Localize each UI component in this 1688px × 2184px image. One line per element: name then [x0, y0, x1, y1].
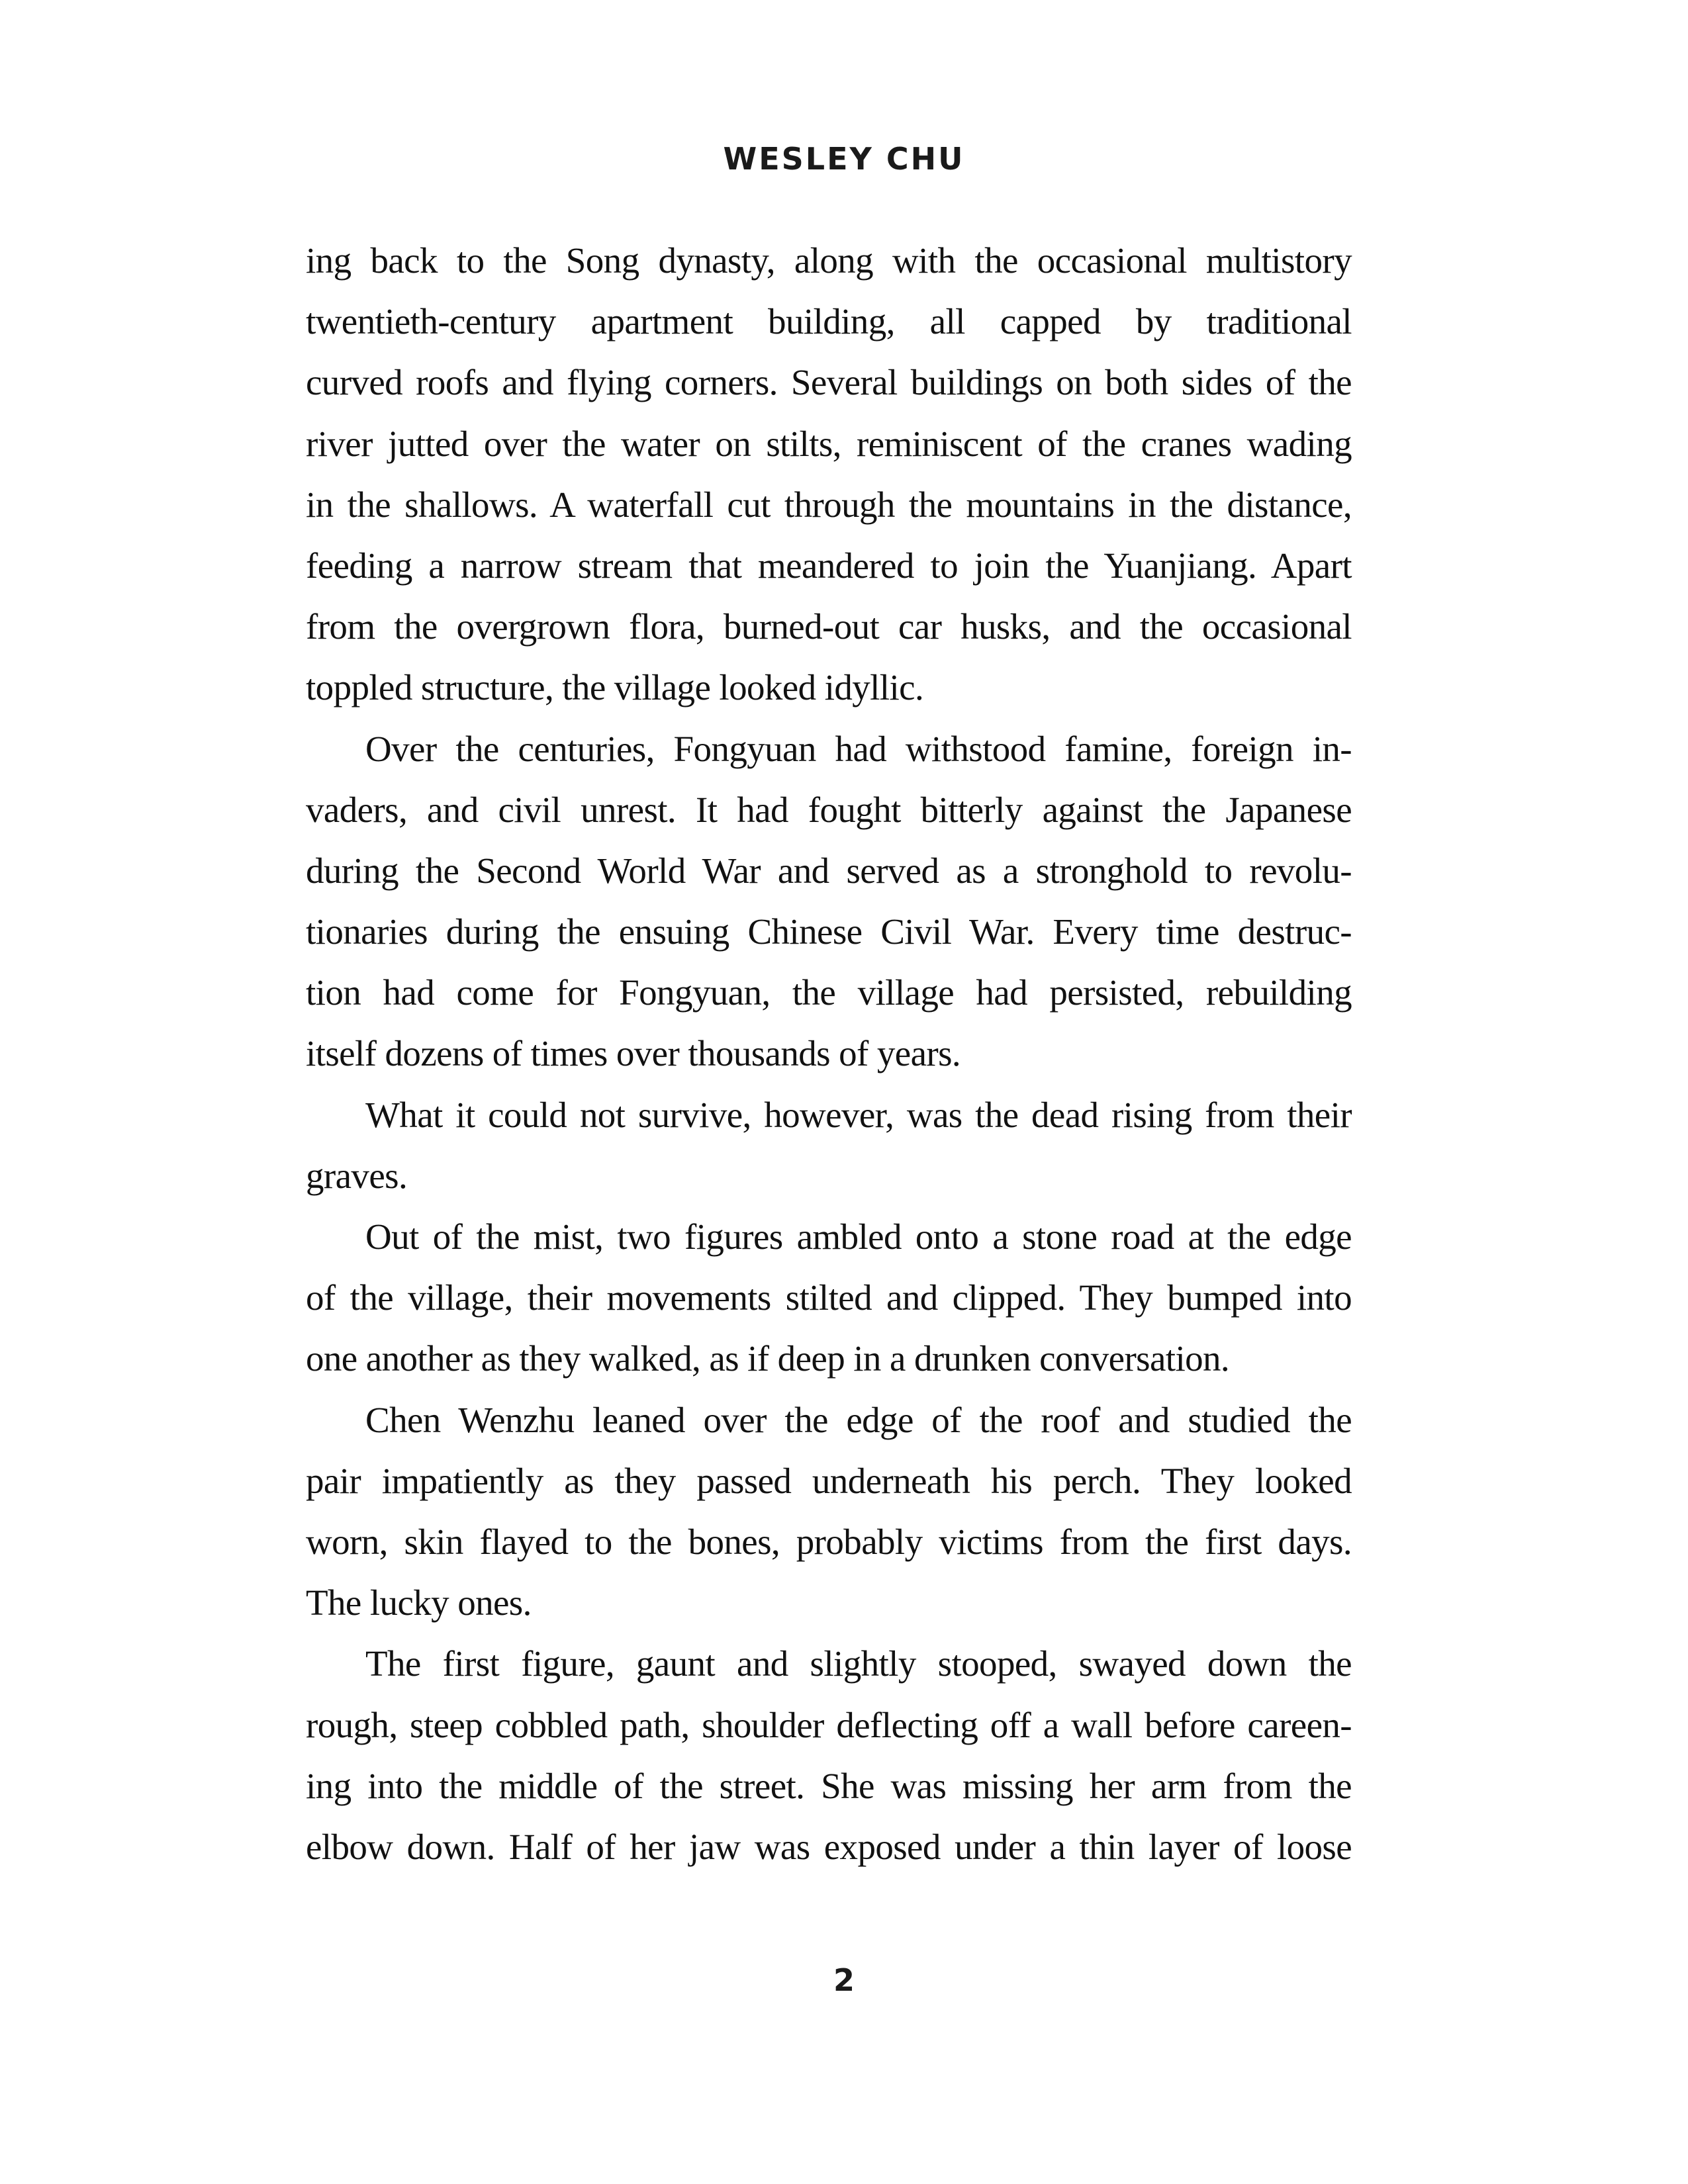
- text-line: in the shallows. A waterfall cut through the mountains in the distance,: [306, 484, 1352, 525]
- text-line: Chen Wenzhu leaned over the edge of the roof and studied the: [365, 1399, 1352, 1440]
- paragraph: [306, 1206, 1352, 1390]
- text-line: feeding a narrow stream that meandered to join the Yuanjiang. Apart: [306, 545, 1352, 586]
- text-line: The lucky ones.: [306, 1582, 532, 1623]
- text-line: twentieth-century apartment building, all capped by traditional: [306, 301, 1352, 342]
- text-line: tionaries during the ensuing Chinese Civil War. Every time destruc-: [306, 911, 1352, 952]
- text-line: vaders, and civil unrest. It had fought bitterly against the Japanese: [306, 789, 1352, 830]
- body-text: [306, 230, 1352, 1878]
- paragraph: [306, 1633, 1352, 1878]
- text-line: What it could not survive, however, was the dead rising from their: [365, 1094, 1352, 1135]
- text-line: pair impatiently as they passed underneath his perch. They looked: [306, 1460, 1352, 1501]
- text-line: Out of the mist, two figures ambled onto a stone road at the edge: [365, 1216, 1352, 1257]
- text-line: ing back to the Song dynasty, along with the occasional multistory: [306, 240, 1352, 281]
- text-line: worn, skin flayed to the bones, probably victims from the first days.: [306, 1521, 1352, 1562]
- text-line: The first figure, gaunt and slightly stooped, swayed down the: [365, 1643, 1352, 1684]
- text-line: one another as they walked, as if deep in a drunken conversation.: [306, 1338, 1230, 1379]
- running-head-author: WESLEY CHU: [723, 141, 965, 177]
- text-line: Over the centuries, Fongyuan had withstood famine, foreign in-: [365, 728, 1352, 769]
- text-line: elbow down. Half of her jaw was exposed under a thin layer of loose: [306, 1826, 1352, 1867]
- paragraph: [306, 230, 1352, 719]
- page-number: 2: [833, 1962, 855, 1998]
- text-line: from the overgrown flora, burned-out car husks, and the occasional: [306, 606, 1352, 647]
- paragraph: [306, 1390, 1352, 1634]
- text-line: itself dozens of times over thousands of years.: [306, 1033, 961, 1074]
- paragraph: [306, 1085, 1352, 1206]
- text-line: ing into the middle of the street. She was missing her arm from the: [306, 1765, 1352, 1806]
- text-line: graves.: [306, 1155, 408, 1196]
- paragraph: [306, 719, 1352, 1085]
- text-line: during the Second World War and served as a stronghold to revolu-: [306, 850, 1352, 891]
- text-line: tion had come for Fongyuan, the village had persisted, rebuilding: [306, 972, 1352, 1013]
- text-line: toppled structure, the village looked idyllic.: [306, 667, 924, 708]
- text-line: curved roofs and flying corners. Several buildings on both sides of the: [306, 362, 1352, 403]
- text-line: rough, steep cobbled path, shoulder deflecting off a wall before careen-: [306, 1704, 1352, 1745]
- text-line: of the village, their movements stilted and clipped. They bumped into: [306, 1277, 1352, 1318]
- text-line: river jutted over the water on stilts, reminiscent of the cranes wading: [306, 423, 1352, 464]
